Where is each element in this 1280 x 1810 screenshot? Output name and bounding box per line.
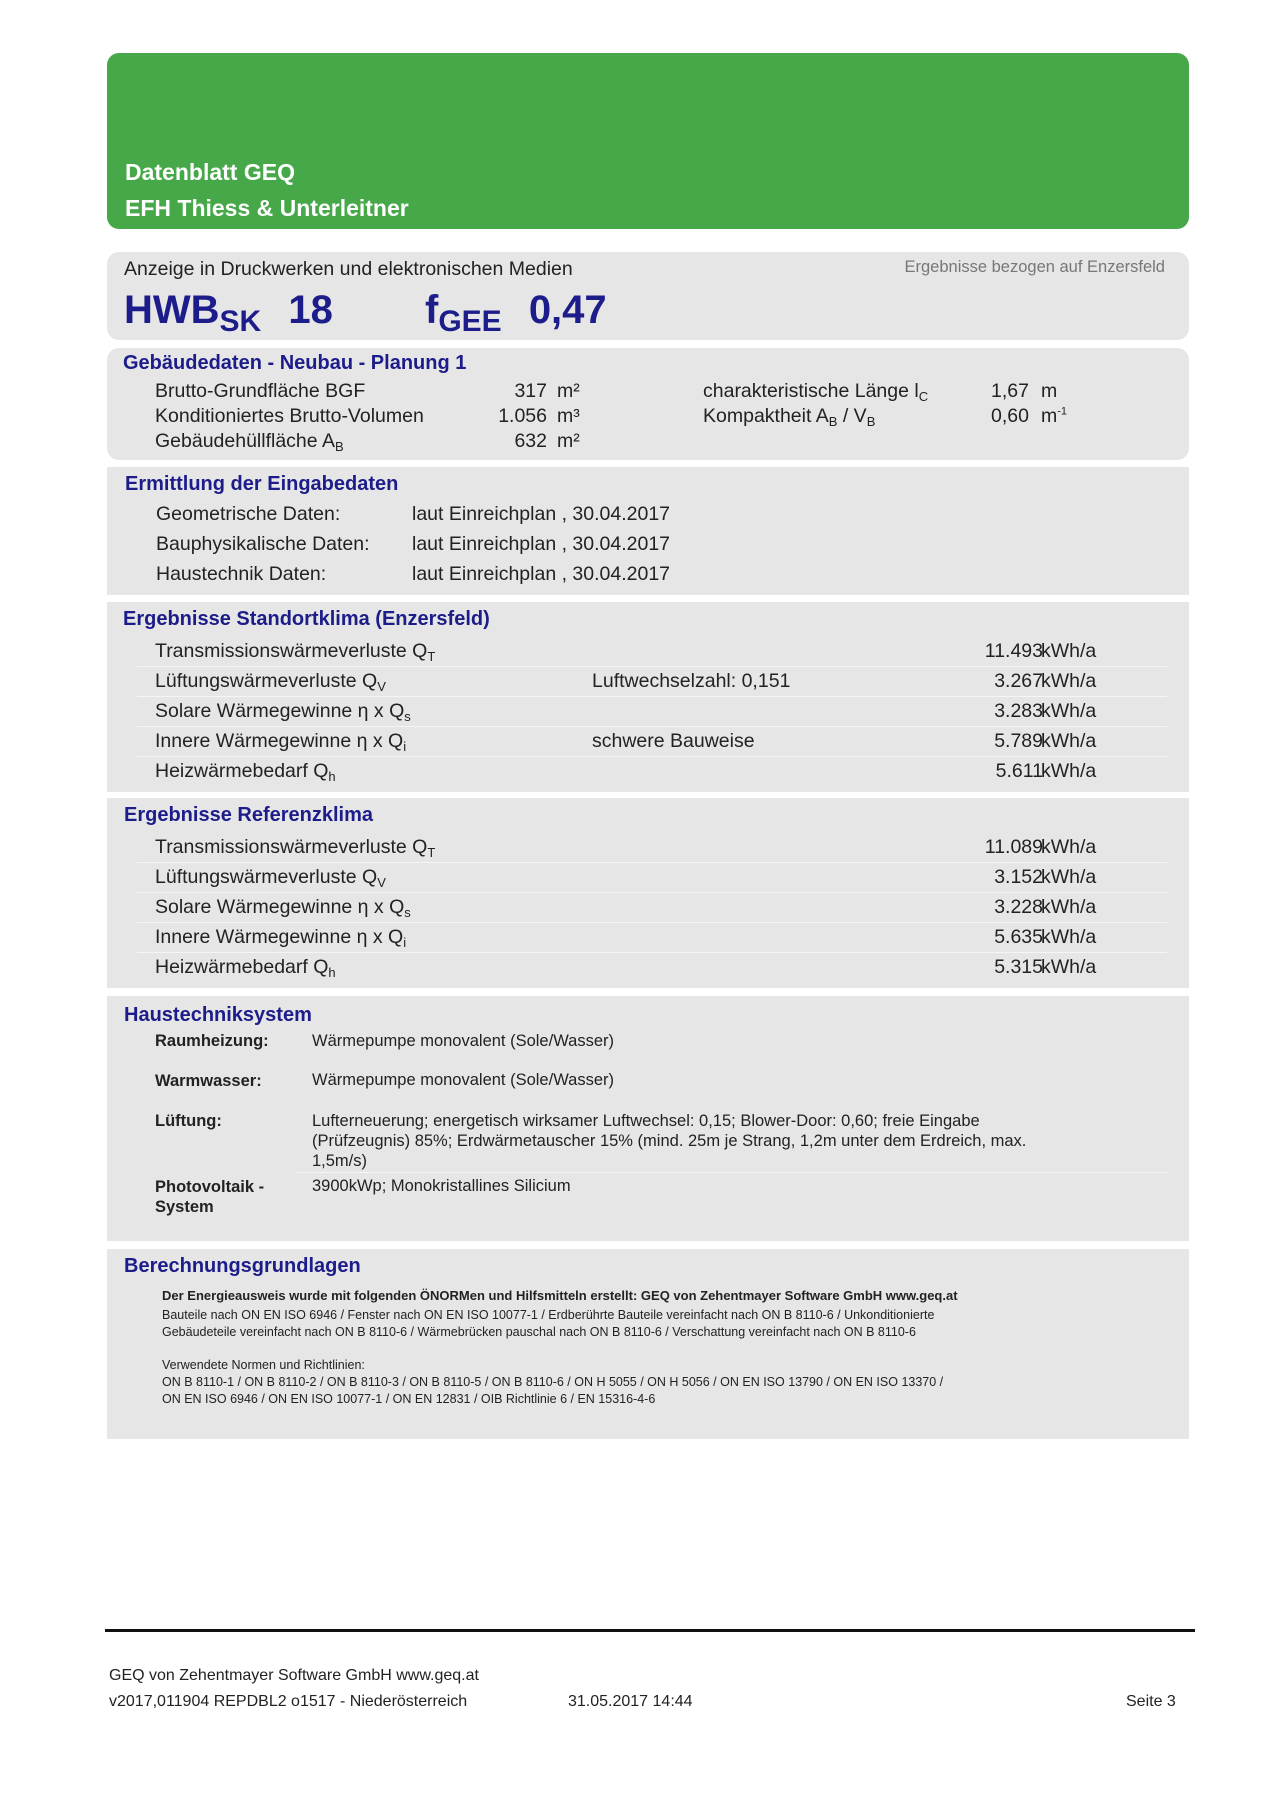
standort-row-value: 5.611 [995,760,1043,782]
gebaeudedaten-title: Gebäudedaten - Neubau - Planung 1 [123,352,467,374]
hwb-label: HWB [124,288,220,332]
normen-heading: Verwendete Normen und Richtlinien: [162,1358,365,1372]
referenz-row-label: Lüftungswärmeverluste $Q_V$ [155,866,386,890]
warmwasser-value: Wärmepumpe monovalent (Sole/Wasser) [312,1071,614,1089]
standort-row-label: Transmissionswärmeverluste $Q_T$ [155,640,436,664]
standort-row-label: Innere Wärmegewinne η x $Q_i$ [155,730,407,754]
normen-line: ON B 8110-1 / ON B 8110-2 / ON B 8110-3 / ON B 8110-5 / ON B 8110-6 / ON H 5055 / ON H 5056 / ON EN ISO 13790 / ON EN ISO 13370 / [162,1375,944,1389]
row-divider [137,726,1167,727]
standort-row-label: Solare Wärmegewinne η x $Q_s$ [155,700,411,724]
standortklima-title: Ergebnisse Standortklima (Enzersfeld) [123,608,490,630]
fgee-sub: GEE [438,305,502,338]
volumen-unit: m³ [557,405,580,427]
standort-row-value: 5.789 [994,730,1043,752]
huellflaeche-unit: m² [557,430,580,452]
pv-label: System [155,1198,214,1216]
row-divider [137,892,1167,893]
referenz-row-unit: kWh/a [1041,836,1097,858]
hwb-sub: SK [219,305,262,338]
referenzklima-title: Ergebnisse Referenzklima [124,804,373,826]
standort-row-unit: kWh/a [1041,760,1097,782]
geometrie-label: Geometrische Daten: [156,503,341,525]
pv-label: Photovoltaik - [155,1178,265,1196]
header-banner [107,53,1189,229]
fgee-label: f [425,288,439,332]
referenz-row-value: 5.315 [994,956,1043,978]
referenz-row-unit: kWh/a [1041,866,1097,888]
footer-version: v2017,011904 REPDBL2 o1517 - Niederösterreich [109,1693,468,1710]
standort-row-label: Heizwärmebedarf $Q_h$ [155,760,336,784]
huellflaeche-value: 632 [514,430,547,452]
referenz-row-label: Transmissionswärmeverluste $Q_T$ [155,836,436,860]
media-note: Anzeige in Druckwerken und elektronischen Medien [124,258,573,280]
volumen-label: Konditioniertes Brutto-Volumen [155,405,424,427]
bauphysik-label: Bauphysikalische Daten: [156,533,370,555]
footer-company: GEQ von Zehentmayer Software GmbH www.geq.at [109,1667,479,1684]
footer-page-number: Seite 3 [1126,1693,1176,1710]
standort-row-note: Luftwechselzahl: 0,151 [592,670,791,692]
haustechnik-daten-value: laut Einreichplan , 30.04.2017 [412,563,671,585]
summary-panel [107,252,1189,340]
bgf-label: Brutto-Grundfläche BGF [155,380,366,402]
referenz-row-value: 3.152 [994,866,1043,888]
standort-row-unit: kWh/a [1041,700,1097,722]
berechnung-line: Bauteile nach ON EN ISO 6946 / Fenster nach ON EN ISO 10077-1 / Erdberührte Bauteile vereinfacht nach ON B 8110-6 / Unkonditionierte [162,1308,935,1322]
referenz-row-unit: kWh/a [1041,956,1097,978]
char-laenge-label: charakteristische Länge $l_C$ [703,380,929,404]
referenz-row-unit: kWh/a [1041,896,1097,918]
row-divider [137,666,1167,667]
project-name: EFH Thiess & Unterleitner [125,195,409,221]
volumen-value: 1.056 [498,405,547,427]
raumheizung-label: Raumheizung: [155,1032,269,1050]
char-laenge-value: 1,67 [991,380,1029,402]
standort-row-unit: kWh/a [1041,670,1097,692]
standortklima-panel [107,602,1189,792]
berechnung-title: Berechnungsgrundlagen [124,1255,361,1277]
berechnung-panel [107,1249,1189,1439]
hwb-value: 18 [288,288,333,332]
standort-row-unit: kWh/a [1041,730,1097,752]
referenz-row-label: Heizwärmebedarf $Q_h$ [155,956,336,980]
fgee-indicator [425,288,607,338]
haustechnik-title: Haustechniksystem [124,1004,312,1026]
lueftung-line: 1,5m/s) [312,1152,368,1170]
lueftung-label: Lüftung: [155,1112,222,1130]
reference-note: Ergebnisse bezogen auf Enzersfeld [904,258,1165,276]
row-divider [137,862,1167,863]
kompaktheit-value: 0,60 [991,405,1029,427]
referenz-row-value: 3.228 [994,896,1043,918]
kompaktheit-label: Kompaktheit $A_B / V_B$ [703,405,876,429]
raumheizung-value: Wärmepumpe monovalent (Sole/Wasser) [312,1032,614,1050]
char-laenge-unit: m [1041,380,1058,402]
standort-row-unit: kWh/a [1041,640,1097,662]
document-title: Datenblatt GEQ [125,159,295,185]
pv-value: 3900kWp; Monokristallines Silicium [312,1177,571,1195]
geometrie-value: laut Einreichplan , 30.04.2017 [412,503,671,525]
footer-date: 31.05.2017 14:44 [568,1693,693,1710]
standort-row-value: 3.267 [994,670,1043,692]
referenz-row-label: Solare Wärmegewinne η x $Q_s$ [155,896,411,920]
eingabedaten-title: Ermittlung der Eingabedaten [125,473,399,495]
referenz-row-unit: kWh/a [1041,926,1097,948]
row-divider [137,696,1167,697]
footer-divider [105,1629,1195,1632]
referenz-row-value: 11.089 [984,836,1043,858]
gebaeudedaten-panel [107,348,1189,460]
hwb-indicator [124,288,333,338]
huellflaeche-label: Gebäudehüllfläche $A_B$ [155,430,344,454]
normen-line: ON EN ISO 6946 / ON EN ISO 10077-1 / ON EN 12831 / OIB Richtlinie 6 / EN 15316-4-6 [162,1392,656,1406]
referenz-row-label: Innere Wärmegewinne η x $Q_i$ [155,926,407,950]
bauphysik-value: laut Einreichplan , 30.04.2017 [412,533,671,555]
eingabedaten-panel [107,467,1189,595]
standort-row-label: Lüftungswärmeverluste $Q_V$ [155,670,386,694]
lueftung-line: (Prüfzeugnis) 85%; Erdwärmetauscher 15% (mind. 25m je Strang, 1,2m unter dem Erdreich, max. [312,1132,1027,1150]
haustechnik-panel [107,996,1189,1241]
standort-row-note: schwere Bauweise [592,730,755,752]
row-divider [137,756,1167,757]
referenzklima-panel [107,798,1189,988]
warmwasser-label: Warmwasser: [155,1072,262,1090]
berechnung-line: Gebäudeteile vereinfacht nach ON B 8110-6 / Wärmebrücken pauschal nach ON B 8110-6 / Verschattung vereinfacht nach ON B 8110-6 [162,1325,916,1339]
row-divider [137,922,1167,923]
kompaktheit-unit: $m^{-1}$ [1041,405,1068,427]
bgf-unit: m² [557,380,580,402]
standort-row-value: 11.493 [984,640,1043,662]
bgf-value: 317 [514,380,547,402]
standort-row-value: 3.283 [994,700,1043,722]
lueftung-line: Lufterneuerung; energetisch wirksamer Luftwechsel: 0,15; Blower-Door: 0,60; freie Eingabe [312,1112,980,1130]
haustechnik-daten-label: Haustechnik Daten: [156,563,327,585]
row-divider [137,952,1167,953]
row-divider [297,1172,1167,1173]
referenz-row-value: 5.635 [994,926,1043,948]
berechnung-intro: Der Energieausweis wurde mit folgenden ÖNORMen und Hilfsmitteln erstellt: GEQ von Zehentmayer Software GmbH www.geq.at [162,1288,958,1303]
fgee-value: 0,47 [528,288,607,332]
